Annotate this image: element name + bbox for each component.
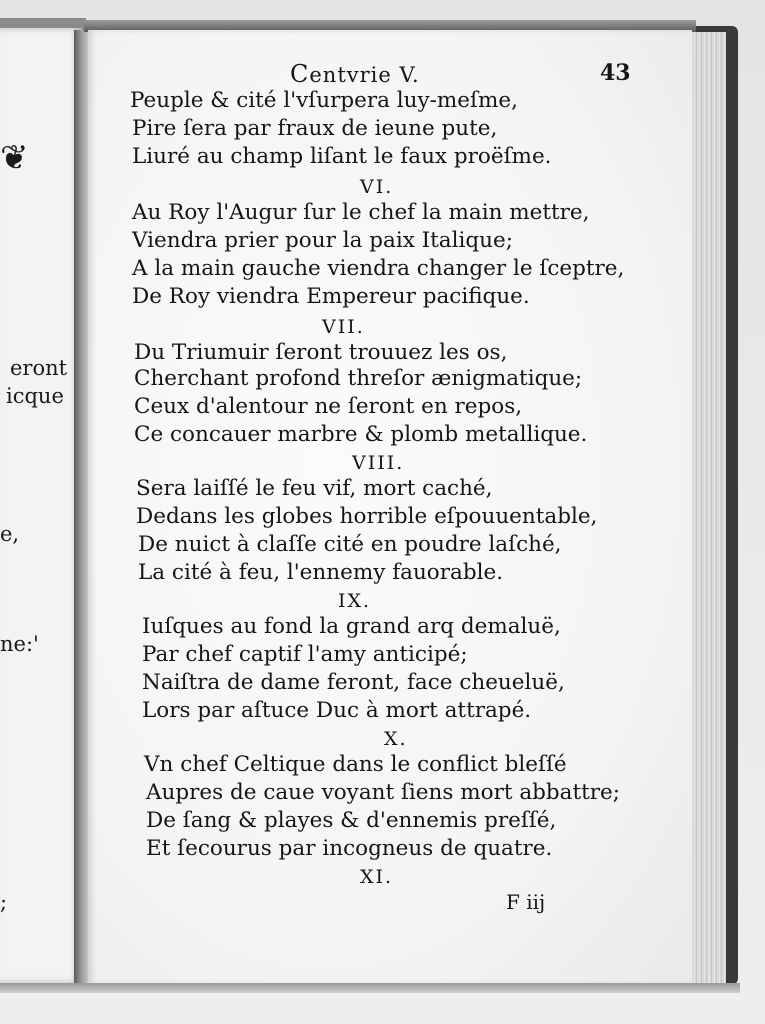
verse-line: Pire ſera par fraux de ieune pute, <box>132 116 498 141</box>
verse-line: Cherchant profond threſor ænigmatique; <box>134 366 583 391</box>
left-fragment: icque <box>6 384 64 408</box>
left-fragment: ; <box>0 890 8 914</box>
running-head <box>290 60 420 88</box>
verse-line: Lors par aſtuce Duc à mort attrapé. <box>142 698 532 723</box>
verse-line: De nuict à claſſe cité en poudre laſché, <box>138 532 562 557</box>
page-bottom-edge <box>0 983 740 993</box>
signature-mark: F iij <box>506 890 546 914</box>
verse-line: La cité à feu, l'ennemy fauorable. <box>138 560 504 585</box>
verse-line: Iuſques au fond la grand arq demaluë, <box>142 614 561 639</box>
verse-line: De ſang & playes & d'ennemis preſſé, <box>146 808 557 833</box>
verse-line: De Roy viendra Empereur pacifique. <box>132 284 530 309</box>
verse-line: Aupres de caue voyant ſiens mort abbattre; <box>146 780 621 805</box>
verse-line: Naiſtra de dame feront, face cheueluë, <box>142 670 565 695</box>
quatrain-number: VIII. <box>352 452 405 474</box>
verse-line: A la main gauche viendra changer le ſceptre, <box>132 256 625 281</box>
running-head-initial: C <box>290 60 310 88</box>
verse-line: Du Triumuir ſeront trouuez les os, <box>134 340 508 365</box>
ornament-fleuron-icon: ❦ <box>0 138 29 178</box>
verse-line: Ceux d'alentour ne ſeront en repos, <box>134 394 523 419</box>
verse-line: Dedans les globes horrible eſpouuentable, <box>136 504 598 529</box>
verse-line: Au Roy l'Augur ſur le chef la main mettre, <box>132 200 590 225</box>
quatrain-number: VI. <box>360 176 394 198</box>
page-number: 43 <box>600 60 631 86</box>
verse-line: Peuple & cité l'vſurpera luy-meſme, <box>130 88 518 113</box>
verse-line: Ce concauer marbre & plomb metallique. <box>134 422 588 447</box>
running-head-rest: entvrie V. <box>309 63 420 87</box>
quatrain-number: X. <box>384 728 408 750</box>
left-fragment: e, <box>0 522 20 546</box>
verse-line: Sera laiſſé le feu vif, mort caché, <box>136 476 493 501</box>
left-fragment: eront <box>10 356 68 380</box>
verse-line: Liuré au champ liſant le faux proëſme. <box>132 144 552 169</box>
quatrain-number: XI. <box>360 866 394 888</box>
left-page <box>0 28 82 983</box>
verse-line: Viendra prier pour la paix Italique; <box>132 228 513 253</box>
left-fragment: ne:' <box>0 632 39 656</box>
page-block-edge <box>688 32 726 984</box>
verse-line: Et ſecourus par incogneus de quatre. <box>146 836 553 861</box>
verse-line: Par chef captif l'amy anticipé; <box>142 642 468 667</box>
quatrain-number: IX. <box>338 590 372 612</box>
quatrain-number: VII. <box>322 316 365 338</box>
verse-line: Vn chef Celtique dans le conflict bleſſé <box>144 752 567 777</box>
